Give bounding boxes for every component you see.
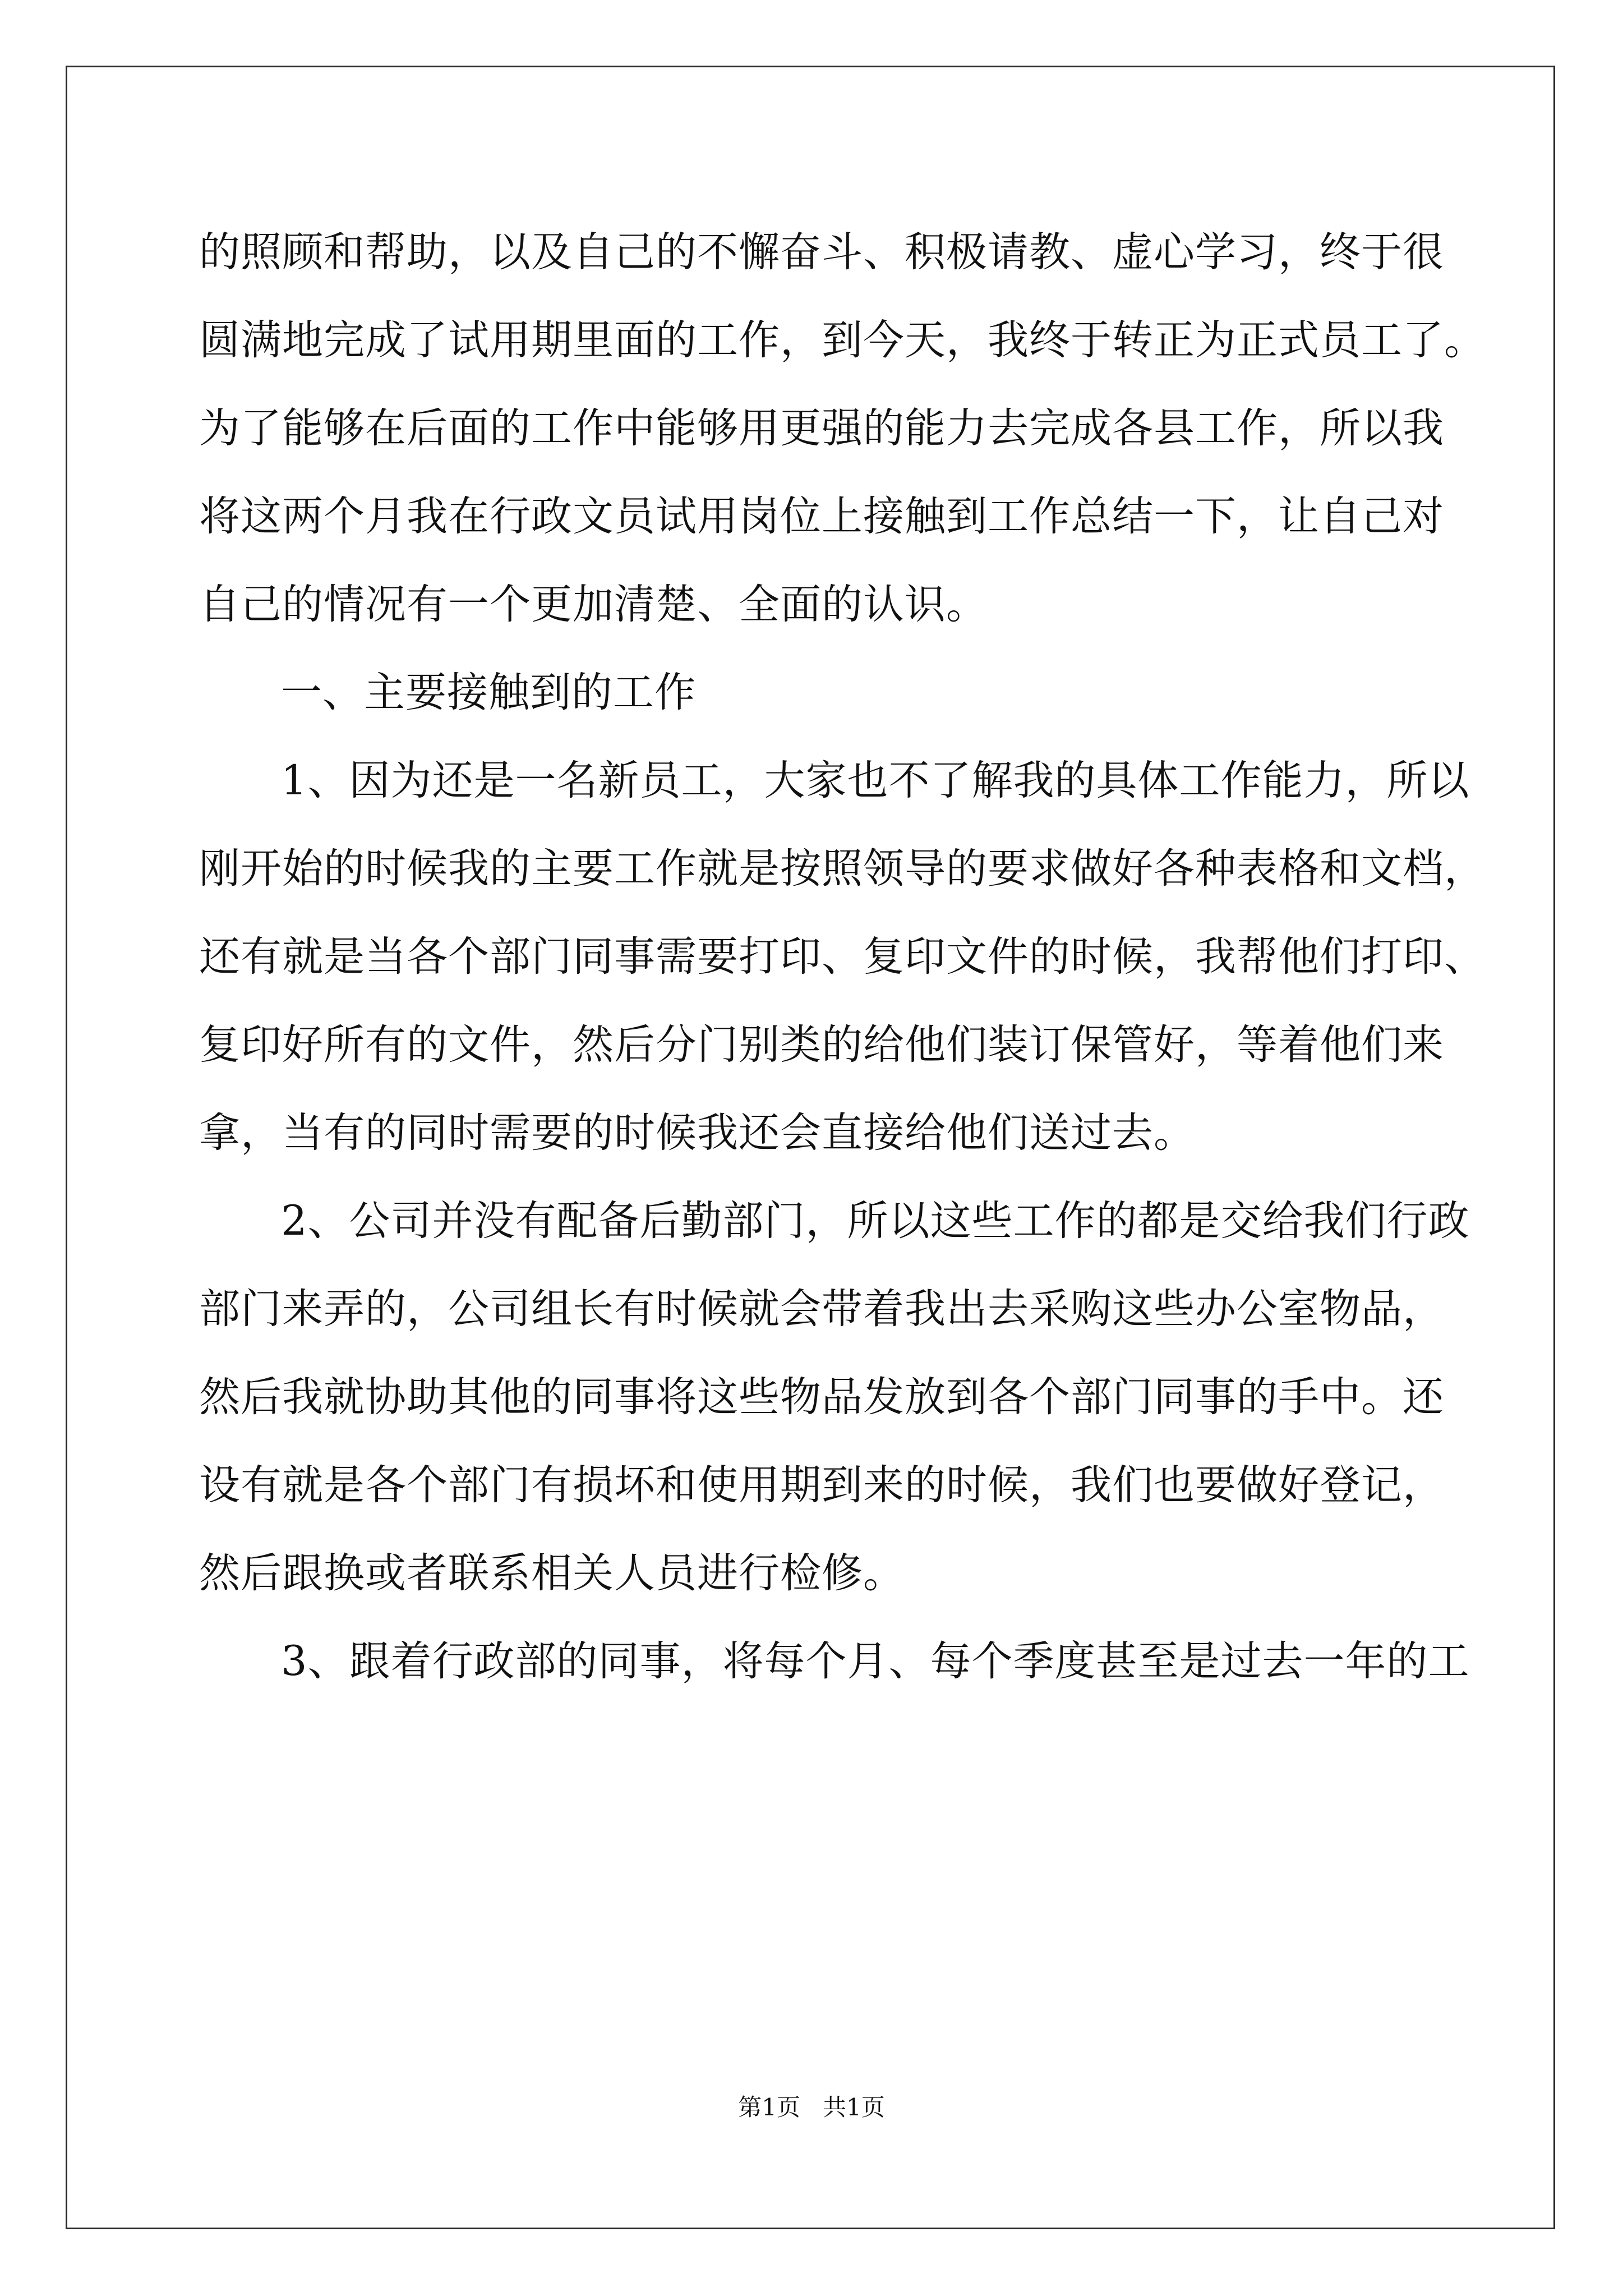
section-heading: 一、主要接触到的工作 [281,669,696,716]
text-line: 设有就是各个部门有损坏和使用期到来的时候，我们也要做好登记， [199,1461,1444,1509]
page-number-footer: 第1页 共1页 [738,2093,885,2121]
text-line: 3、跟着行政部的同事，将每个月、每个季度甚至是过去一年的工 [281,1637,1470,1685]
text-line: 的照顾和帮助，以及自己的不懈奋斗、积极请教、虚心学习，终于很 [199,228,1444,276]
text-line: 2、公司并没有配备后勤部门，所以这些工作的都是交给我们行政 [281,1197,1470,1245]
text-line: 然后我就协助其他的同事将这些物品发放到各个部门同事的手中。还 [199,1373,1444,1421]
text-line: 为了能够在后面的工作中能够用更强的能力去完成各县工作，所以我 [199,404,1444,452]
text-line: 然后跟换或者联系相关人员进行检修。 [199,1549,905,1597]
text-line: 自己的情况有一个更加清楚、全面的认识。 [199,581,988,628]
text-line: 部门来弄的，公司组长有时候就会带着我出去采购这些办公室物品， [199,1285,1444,1333]
text-line: 拿，当有的同时需要的时候我还会直接给他们送过去。 [199,1109,1195,1157]
text-line: 1、因为还是一名新员工，大家也不了解我的具体工作能力，所以 [281,757,1470,804]
text-line: 圆满地完成了试用期里面的工作，到今天，我终于转正为正式员工了。 [199,316,1486,364]
text-line: 将这两个月我在行政文员试用岗位上接触到工作总结一下，让自己对 [199,493,1444,540]
text-line: 还有就是当各个部门同事需要打印、复印文件的时候，我帮他们打印、 [199,933,1486,981]
text-line: 刚开始的时候我的主要工作就是按照领导的要求做好各种表格和文档， [199,845,1486,892]
text-line: 复印好所有的文件，然后分门别类的给他们装订保管好，等着他们来 [199,1021,1444,1069]
